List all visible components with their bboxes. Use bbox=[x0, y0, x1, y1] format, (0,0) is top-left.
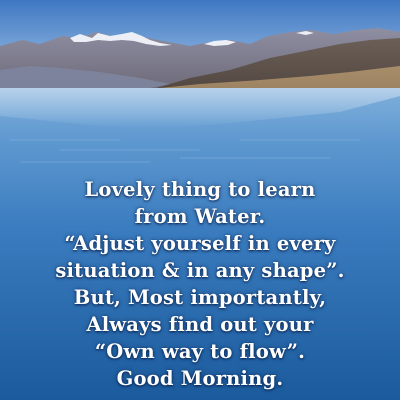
quote-line: Always find out your bbox=[86, 313, 314, 336]
greeting-line: Good Morning. bbox=[116, 367, 284, 390]
quote-line: situation & in any shape”. bbox=[55, 259, 345, 282]
quote-line: Lovely thing to learn bbox=[84, 178, 316, 201]
quote-line: “Adjust yourself in every bbox=[64, 232, 336, 255]
quote-line: “Own way to flow”. bbox=[94, 340, 306, 363]
quote-line: But, Most importantly, bbox=[73, 286, 327, 309]
quote-text bbox=[0, 176, 400, 392]
quote-line: from Water. bbox=[134, 205, 266, 228]
